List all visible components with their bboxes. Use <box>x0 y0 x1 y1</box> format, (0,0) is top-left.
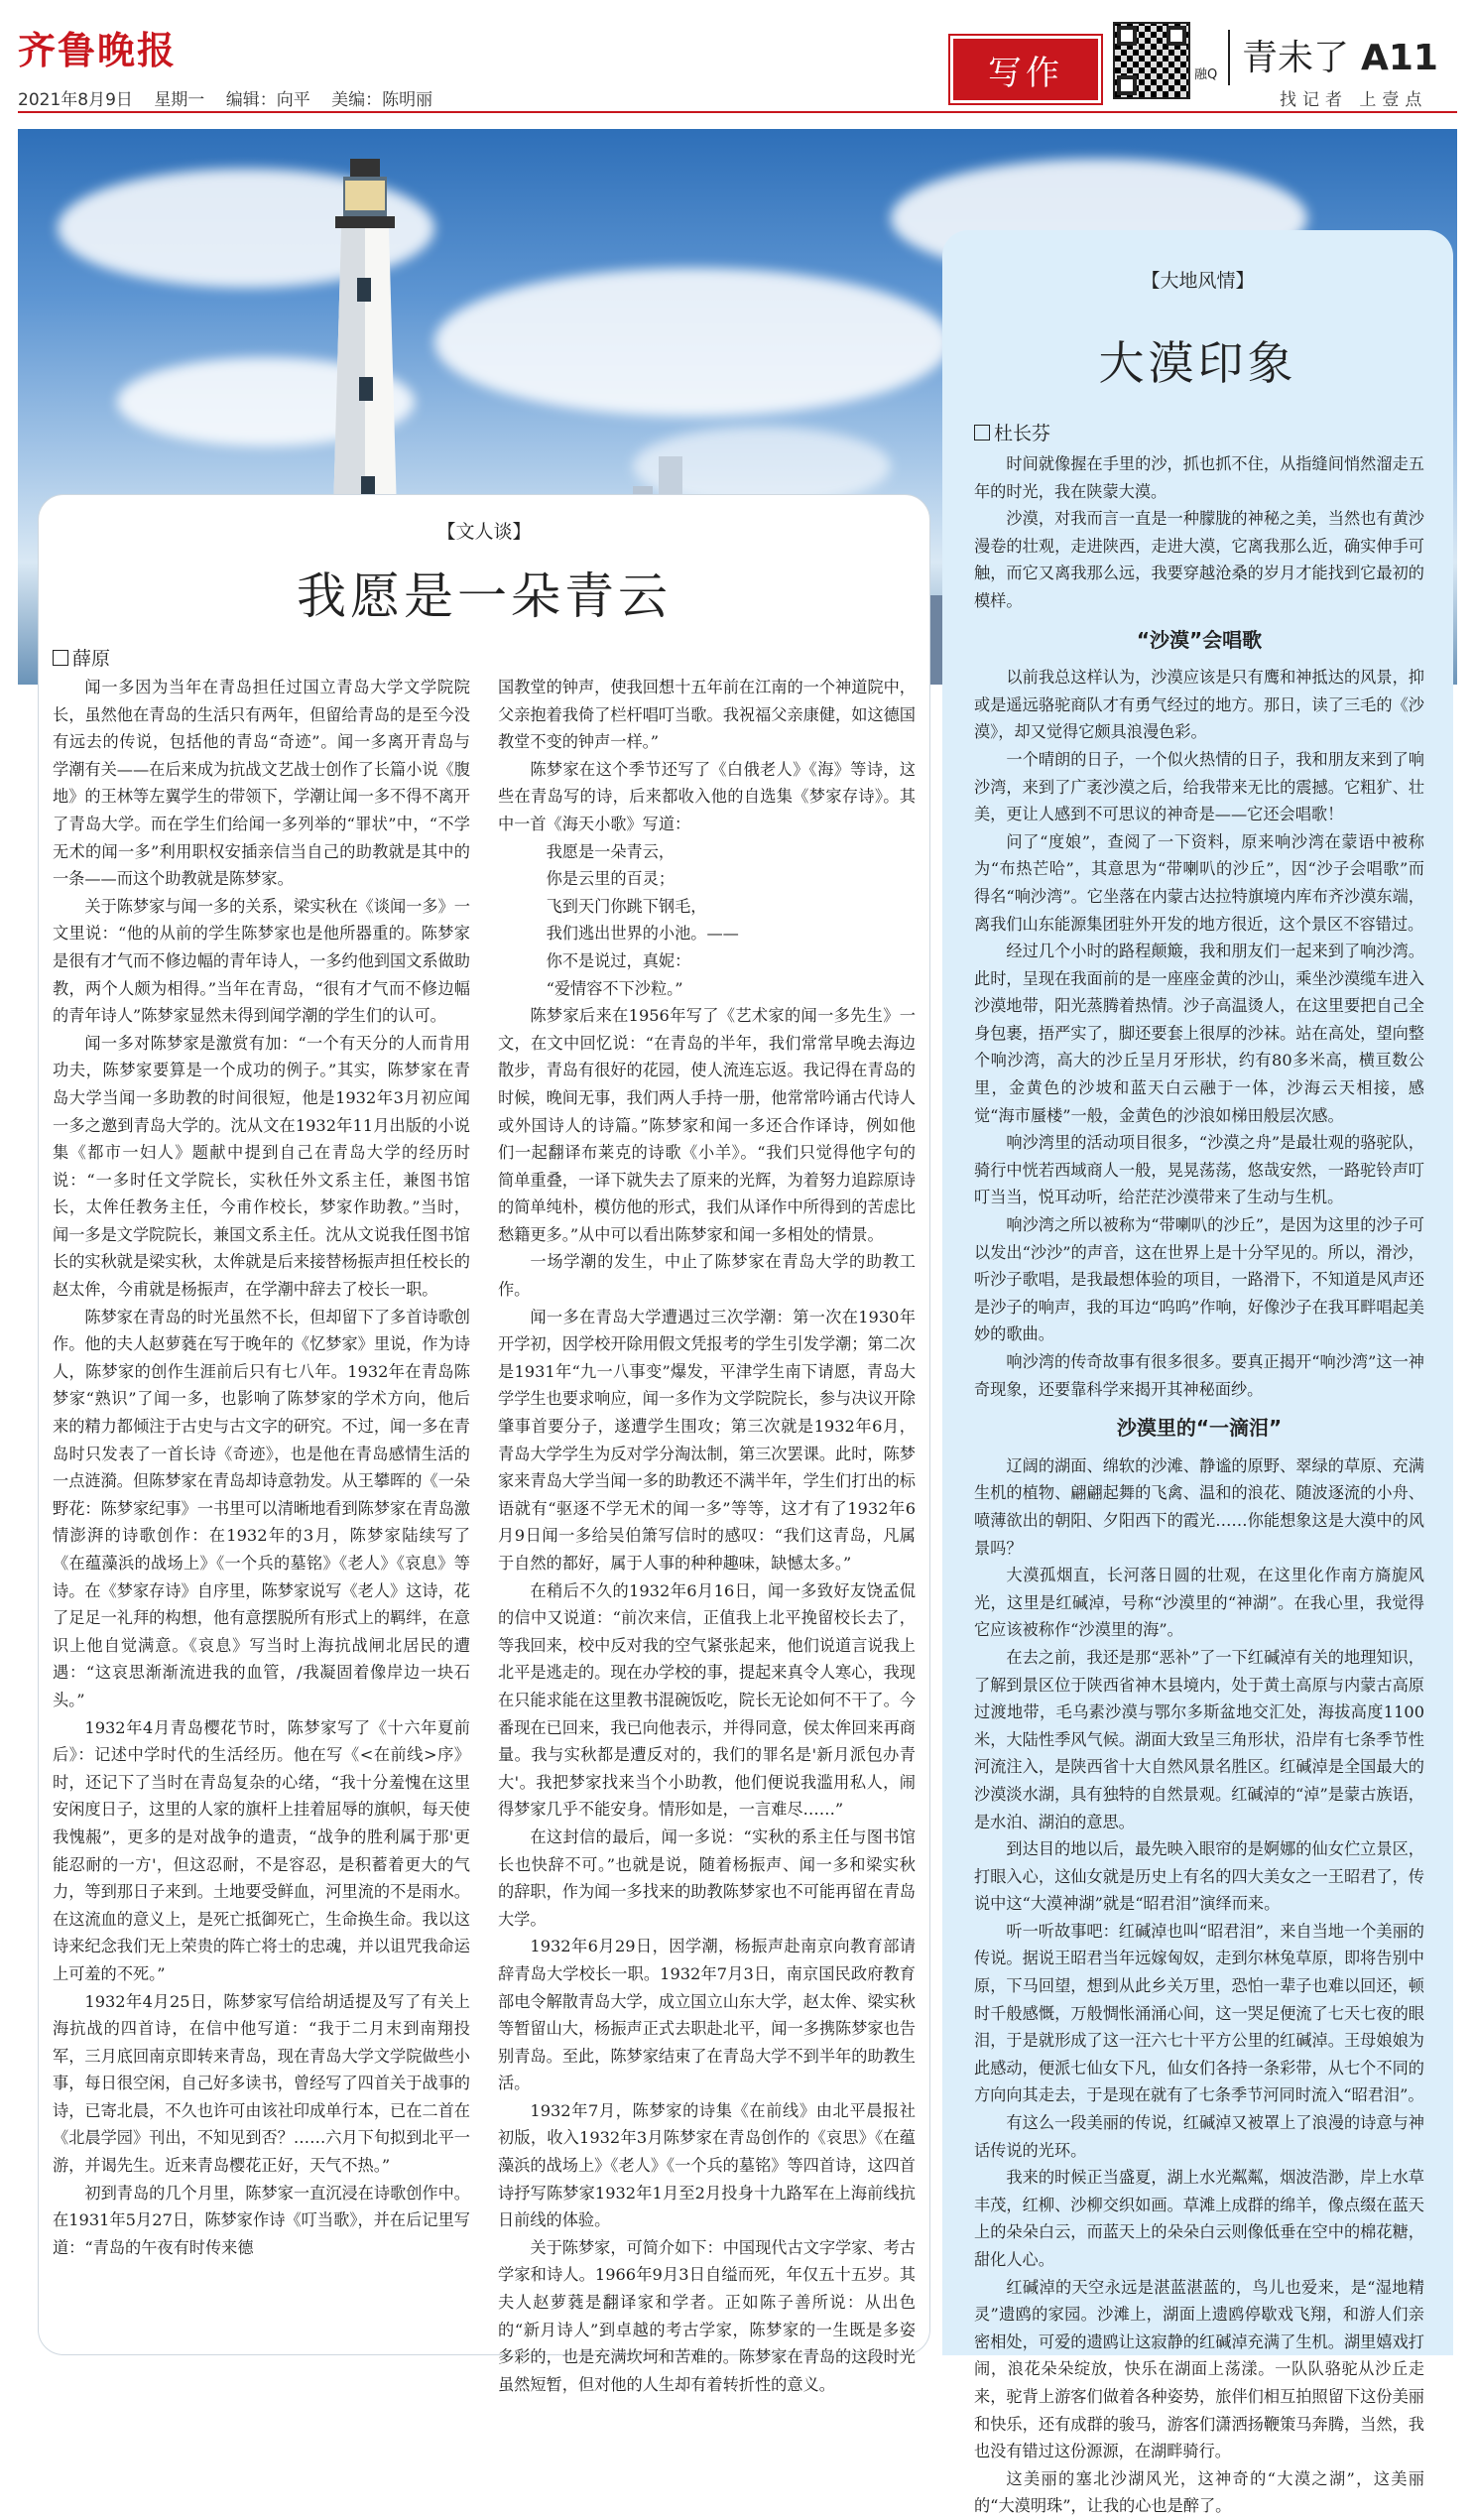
paragraph: 我来的时候正当盛夏，湖上水光粼粼，烟波浩渺，岸上水草丰茂，红柳、沙柳交织如画。草滩上成群的绵羊，像点缀在蓝天上的朵朵白云，而蓝天上的朵朵白云则像低垂在空中的棉花糖，甜化人心。 <box>974 2168 1424 2269</box>
subhead: 沙漠里的“一滴泪” <box>1116 1416 1283 1441</box>
paragraph: 陈梦家在青岛的时光虽然不长，但却留下了多首诗歌创作。他的夫人赵萝蕤在写于晚年的《忆梦家》里说，作为诗人，陈梦家的创作生涯前后只有七八年。1932年在青岛陈梦家“熟识”了闻一多，也影响了陈梦家的学术方向，他后来的精力都倾注于古史与古文字的研究。不过，闻一多在青岛时只发表了一首长诗《奇迹》，也是他在青岛感情生活的一点涟漪。但陈梦家在青岛却诗意勃发。从王攀晖的《一朵野花：陈梦家纪事》一书里可以清晰地看到陈梦家在青岛激情澎湃的诗歌创作：在1932年的3月，陈梦家陆续写了《在蕴藻浜的战场上》《一个兵的墓铭》《老人》《哀息》等诗。在《梦家存诗》自序里，陈梦家说写《老人》这诗，花了足足一礼拜的构想，他有意摆脱所有形式上的羁绊，在意识上他自觉满意。《哀息》写当时上海抗战闸北居民的遭遇：“这哀思渐渐流进我的血管，/我凝固着像岸边一块石头。” <box>53 1307 470 1709</box>
qr-code-icon[interactable] <box>1113 22 1190 99</box>
left-article <box>38 494 930 2394</box>
paragraph: 响沙湾的传奇故事有很多很多。要真正揭开“响沙湾”这一神奇现象，还要靠科学来揭开其神秘面纱。 <box>974 1352 1424 1399</box>
editor-credit: 编辑：向平 <box>225 90 310 110</box>
paragraph: 闻一多因为当年在青岛担任过国立青岛大学文学院院长，虽然他在青岛的生活只有两年，但留给青岛的是至今没有远去的传说，包括他的青岛“奇迹”。闻一多离开青岛与学潮有关——在后来成为抗战文艺战士创作了长篇小说《腹地》的王林等左翼学生的带领下，学潮让闻一多不得不离开了青岛大学。而在学生们给闻一多列举的“罪状”中，“不学无术的闻一多”利用职权安插亲信当自己的助教就是其中的一条——而这个助教就是陈梦家。 <box>53 678 470 889</box>
paragraph: 大漠孤烟直，长河落日圆的壮观，在这里化作南方旖旎风光，这里是红碱淖，号称“沙漠里的“神湖”。在我心里，我觉得它应该被称作“沙漠里的海”。 <box>974 1566 1424 1640</box>
section-tag: 写作 <box>950 36 1101 103</box>
left-byline: 薛原 <box>53 644 110 671</box>
paragraph: 到达目的地以后，最先映入眼帘的是婀娜的仙女伫立景区，打眼入心，这仙女就是历史上有名的四大美女之一王昭君了，传说中这“大漠神湖”就是“昭君泪”演绎而来。 <box>974 1839 1424 1914</box>
left-column-2 <box>498 674 916 2394</box>
paragraph: 1932年6月29日，因学潮，杨振声赴南京向教育部请辞青岛大学校长一职。1932年7月3日，南京国民政府教育部电令解散青岛大学，成立国立山东大学，赵太侔、梁实秋等暂留山大，杨振声正式去职赴北平，闻一多携陈梦家也告别青岛。至此，陈梦家结束了在青岛大学不到半年的助教生活。 <box>498 1937 916 2093</box>
paragraph: 在这封信的最后，闻一多说：“实秋的系主任与图书馆长也快辞不可。”也就是说，随着杨振声、闻一多和梁实秋的辞职，作为闻一多找来的助教陈梦家也不可能再留在青岛大学。 <box>498 1827 916 1929</box>
paragraph: 陈梦家在这个季节还写了《白俄老人》《海》等诗，这些在青岛写的诗，后来都收入他的自选集《梦家存诗》。其中一首《海天小歌》写道： <box>498 759 916 833</box>
paragraph: 陈梦家后来在1956年写了《艺术家的闻一多先生》一文，在文中回忆说：“在青岛的半年，我们常常早晚去海边散步，青岛有很好的花园，使人流连忘返。我记得在青岛的时候，晚间无事，我们两人手持一册，他常常吟诵古代诗人或外国诗人的诗篇。”陈梦家和闻一多还合作译诗，例如他们一起翻译布莱克的诗歌《小羊》。“我们只觉得他字句的简单重叠，一译下就失去了原来的光辉，为着努力追踪原诗的简单纯朴，模仿他的形式，我们从译作中所得到的苦虑比愁籍更多。”从中可以看出陈梦家和闻一多相处的情景。 <box>498 1006 916 1244</box>
paragraph: 1932年4月25日，陈梦家写信给胡适提及写了有关上海抗战的四首诗，在信中他写道：“我于二月末到南翔投军，三月底回南京即转来青岛，现在青岛大学文学院做些小事，每日很空闲，自己好多读书，曾经写了四首关于战事的诗，已寄北晨，不久也许可由该社印成单行本，已在二首在《北晨学园》刊出，不知见到否？……六月下旬拟到北平一游，并谒先生。近来青岛樱花正好，天气不热。” <box>53 1991 470 2176</box>
paragraph: 有这么一段美丽的传说，红碱淖又被罩上了浪漫的诗意与神话传说的光环。 <box>974 2113 1424 2160</box>
paragraph: 以前我总这样认为，沙漠应该是只有鹰和神抵达的风景，抑或是遥远骆驼商队才有勇气经过的地方。那日，读了三毛的《沙漠》，却又觉得它颇具浪漫色彩。 <box>974 668 1424 742</box>
paragraph: 国教堂的钟声，使我回想十五年前在江南的一个神道院中，父亲抱着我倚了栏杆唱叮当歌。我祝福父亲康健，如这德国教堂不变的钟声一样。” <box>498 678 916 752</box>
paragraph: 闻一多对陈梦家是激赏有加：“一个有天分的人而肯用功夫，陈梦家要算是一个成功的例子。”其实，陈梦家在青岛大学当闻一多助教的时间很短，他是1932年3月初应闻一多之邀到青岛大学的。沈从文在1932年11月出版的小说集《都市一妇人》题献中提到自己在青岛大学的经历时说：“一多时任文学院长，实秋任外文系主任，兼图书馆长，太侔任教务主任，今甫作校长，梦家作助教。”当时，闻一多是文学院院长，兼国文系主任。沈从文说我任图书馆长的实秋就是梁实秋，太侔就是后来接替杨振声担任校长的赵太侔，今甫就是杨振声，在学潮中辞去了校长一职。 <box>53 1033 470 1300</box>
right-column <box>974 450 1424 2516</box>
paragraph: 听一听故事吧：红碱淖也叫“昭君泪”，来自当地一个美丽的传说。据说王昭君当年远嫁匈奴，走到尔林兔草原，即将告别中原，下马回望，想到从此乡关万里，恐怕一辈子也难以回还，顿时千般感慨，万般惆怅涌涌心间，这一哭足便流了七天七夜的眼泪，于是就形成了这一汪六七十平方公里的红碱淖。王母娘娘为此感动，便派七仙女下凡，仙女们各持一条彩带，从七个不同的方向向其走去，于是现在就有了七条季节河同时流入“昭君泪”。 <box>974 1921 1424 2105</box>
paragraph: 初到青岛的几个月里，陈梦家一直沉浸在诗歌创作中。在1931年5月27日，陈梦家作诗《叮当歌》，并在后记里写道：“青岛的午夜有时传来德 <box>53 2183 470 2257</box>
edition-name: 青未了 <box>1242 38 1350 78</box>
left-headline: 我愿是一朵青云 <box>297 567 672 625</box>
paragraph: 一个晴朗的日子，一个似火热情的日子，我和朋友来到了响沙湾，来到了广袤沙漠之后，给我带来无比的震撼。它粗犷、壮美，更让人感到不可思议的神奇是——它还会唱歌！ <box>974 749 1424 824</box>
header-rule <box>18 111 1457 113</box>
paragraph: 响沙湾之所以被称为“带喇叭的沙丘”，是因为这里的沙子可以发出“沙沙”的声音，这在世界上是十分罕见的。所以，滑沙，听沙子歌唱，是我最想体验的项目，一路滑下，不知道是风声还是沙子的响声，我的耳边“呜呜”作响，好像沙子在我耳畔唱起美妙的歌曲。 <box>974 1215 1424 1344</box>
left-column-1 <box>53 674 470 2340</box>
paragraph: 经过几个小时的路程颠簸，我和朋友们一起来到了响沙湾。此时，呈现在我面前的是一座座金黄的沙山，乘坐沙漠缆车进入沙漠地带，阳光蒸腾着热情。沙子高温烫人，在这里要把自己全身包裹，捂严实了，脚还要套上很厚的沙袜。站在高处，望向整个响沙湾，高大的沙丘呈月牙形状，约有80多米高，横亘数公里，金黄色的沙坡和蓝天白云融于一体，沙海云天相接，感觉“海市蜃楼”一般，金黄色的沙浪如梯田般层次感。 <box>974 942 1424 1125</box>
dateline <box>18 85 448 110</box>
poem-line: 我愿是一朵青云， <box>546 841 676 861</box>
qr-label: 融Q <box>1194 67 1218 82</box>
right-kicker: 【大地风情】 <box>1141 270 1255 292</box>
newspaper-masthead: 齐鲁晚报 <box>18 29 178 72</box>
paragraph: 沙漠，对我而言一直是一种朦胧的神秘之美，当然也有黄沙漫卷的壮观，走进陕西，走进大漠，它离我那么近，确实伸手可触，而它又离我那么远，我要穿越沧桑的岁月才能找到它最初的模样。 <box>974 509 1424 610</box>
designer-credit: 美编：陈明丽 <box>331 90 433 110</box>
paragraph: 1932年4月青岛樱花节时，陈梦家写了《十六年夏前后》：记述中学时代的生活经历。他在写《<在前线>序》时，还记下了当时在青岛复杂的心绪，“我十分羞愧在这里安闲度日子，这里的人家的旗杆上挂着屈辱的旗帜，每天使我愧赧”，更多的是对战争的遣责，“战争的胜利属于那'更能忍耐的一方'，但这忍耐，不是容忍，是积蓄着更大的气力，等到那日子来到。土地要受鲜血，河里流的不是雨水。在这流血的意义上，是死亡抵御死亡，生命换生命。我以这诗来纪念我们无上荣贵的阵亡将士的忠魂，并以诅咒我命运上可羞的不死。” <box>53 1717 470 1983</box>
right-byline: 杜长芬 <box>974 419 1050 445</box>
poem-line: 你是云里的百灵； <box>546 869 676 889</box>
poem-line: 飞到天门你跳下钢毛， <box>546 896 707 916</box>
page-slogan: 找记者 上壹点 <box>1280 90 1428 110</box>
page-number: A11 <box>1361 38 1438 78</box>
poem-line: “爱情容不下沙粒。” <box>546 978 683 998</box>
paragraph: 红碱淖的天空永远是湛蓝湛蓝的，鸟儿也爱来，是“湿地精灵”遗鸥的家园。沙滩上，湖面上遗鸥停歇戏飞翔，和游人们亲密相处，可爱的遗鸥让这寂静的红碱淖充满了生机。湖里嬉戏打闹，浪花朵朵绽放，快乐在湖面上荡漾。一队队骆驼从沙丘走来，驼背上游客们做着各种姿势，旅伴们相互拍照留下这份美丽和快乐，还有成群的骏马，游客们潇洒扬鞭策马奔腾，当然，我也没有错过这份源源，在湖畔骑行。 <box>974 2277 1424 2461</box>
poem-line: 你不是说过，真妮： <box>546 950 691 970</box>
paragraph: 关于陈梦家，可简介如下：中国现代古文字学家、考古学家和诗人。1966年9月3日自缢而死，年仅五十五岁。其夫人赵萝蕤是翻译家和学者。正如陈子善所说：从出色的“新月诗人”到卓越的考古学家，陈梦家的一生既是多姿多彩的，也是充满坎坷和苦难的。陈梦家在青岛的这段时光虽然短暂，但对他的人生却有着转折性的意义。 <box>498 2237 916 2394</box>
paragraph: 关于陈梦家与闻一多的关系，梁实秋在《谈闻一多》一文里说：“他的从前的学生陈梦家也是他所器重的。陈梦家是很有才气而不修边幅的青年诗人，一多约他到国文系做助教，两个人颇为相得。”当年在青岛，“很有才气而不修边幅的青年诗人”陈梦家显然未得到闻学潮的学生们的认可。 <box>53 896 470 1026</box>
paragraph: 辽阔的湖面、绵软的沙滩、静谧的原野、翠绿的草原、充满生机的植物、翩翩起舞的飞禽、温和的浪花、随波逐流的小舟、喷薄欲出的朝阳、夕阳西下的霞光……你能想象这是大漠中的风景吗？ <box>974 1455 1424 1558</box>
paragraph: 一场学潮的发生，中止了陈梦家在青岛大学的助教工作。 <box>498 1252 916 1300</box>
paragraph: 1932年7月，陈梦家的诗集《在前线》由北平晨报社初版，收入1932年3月陈梦家在青岛创作的《哀思》《在蕴藻浜的战场上》《老人》《一个兵的墓铭》等四首诗，这四首诗抒写陈梦家1932年1月至2月投身十九路军在上海前线抗日前线的体验。 <box>498 2100 916 2230</box>
issue-date: 2021年8月9日 <box>18 90 133 110</box>
subhead: “沙漠”会唱歌 <box>1136 627 1263 652</box>
paragraph: 在稍后不久的1932年6月16日，闻一多致好友饶孟侃的信中又说道：“前次来信，正值我上北平挽留校长去了，等我回来，校中反对我的空气紧张起来，他们说道言说我上北平是逃走的。现在办学校的事，提起来真令人寒心，我现在只能求能在这里教书混碗饭吃，院长无论如何不干了。今番现在已回来，我已向他表示，并得同意，侯太侔回来再商量。我与实秋都是遭反对的，我们的罪名是'新月派包办青大'。我把梦家找来当个小助教，他们便说我滥用私人，闹得梦家几乎不能安身。情形如是，一言难尽……” <box>498 1580 916 1820</box>
paragraph: 响沙湾里的活动项目很多，“沙漠之舟”是最壮观的骆驼队，骑行中恍若西域商人一般，晃晃荡荡，悠哉安然，一路驼铃声叮叮当当，悦耳动听，给茫茫沙漠带来了生动与生机。 <box>974 1133 1424 1207</box>
page-edition <box>1242 30 1438 80</box>
poem-line: 我们逃出世界的小池。—— <box>546 924 739 944</box>
right-headline: 大漠印象 <box>1098 336 1297 390</box>
paragraph: 在去之前，我还是那“恶补”了一下红碱淖有关的地理知识，了解到景区位于陕西省神木县境内，处于黄土高原与内蒙古高原过渡地带，毛乌素沙漠与鄂尔多斯盆地交汇处，海拔高度1100米，大陆性季风气候。湖面大致呈三角形状，沿岸有七条季节性河流注入，是陕西省十大自然风景名胜区。红碱淖是全国最大的沙漠淡水湖，具有独特的自然景观。红碱淖的“淖”是蒙古族语，是水泊、湖泊的意思。 <box>974 1647 1424 1831</box>
paragraph: 闻一多在青岛大学遭遇过三次学潮：第一次在1930年开学初，因学校开除用假文凭报考的学生引发学潮；第二次是1931年“九一八事变”爆发，平津学生南下请愿，青岛大学学生也要求响应，闻一多作为文学院院长，参与决议开除肇事首要分子，遂遭学生围攻；第三次就是1932年6月，青岛大学学生为反对学分淘汰制，第三次罢课。此时，陈梦家来青岛大学当闻一多的助教还不满半年，学生们打出的标语就有“驱逐不学无术的闻一多”等等，这才有了1932年6月9日闻一多给吴伯箫写信时的感叹：“我们这青岛，凡属于自然的都好，属于人事的种种趣味，缺憾太多。” <box>498 1307 916 1573</box>
paragraph: 问了“度娘”，查阅了一下资料，原来响沙湾在蒙语中被称为“布热芒哈”，其意思为“带喇叭的沙丘”，因“沙子会唱歌”而得名“响沙湾”。它坐落在内蒙古达拉特旗境内库布齐沙漠东端，离我们山东能源集团驻外开发的地方很近，这个景区不容错过。 <box>974 831 1424 934</box>
right-article <box>942 230 1453 2516</box>
paragraph: 这美丽的塞北沙湖风光，这神奇的“大漠之湖”，这美丽的“大漠明珠”，让我的心也是醉了。 <box>974 2468 1424 2516</box>
left-kicker: 【文人谈】 <box>436 521 532 543</box>
paragraph: 时间就像握在手里的沙，抓也抓不住，从指缝间悄然溜走五年的时光，我在陕蒙大漠。 <box>974 454 1424 501</box>
header-divider <box>1228 30 1230 85</box>
issue-weekday: 星期一 <box>154 90 205 110</box>
